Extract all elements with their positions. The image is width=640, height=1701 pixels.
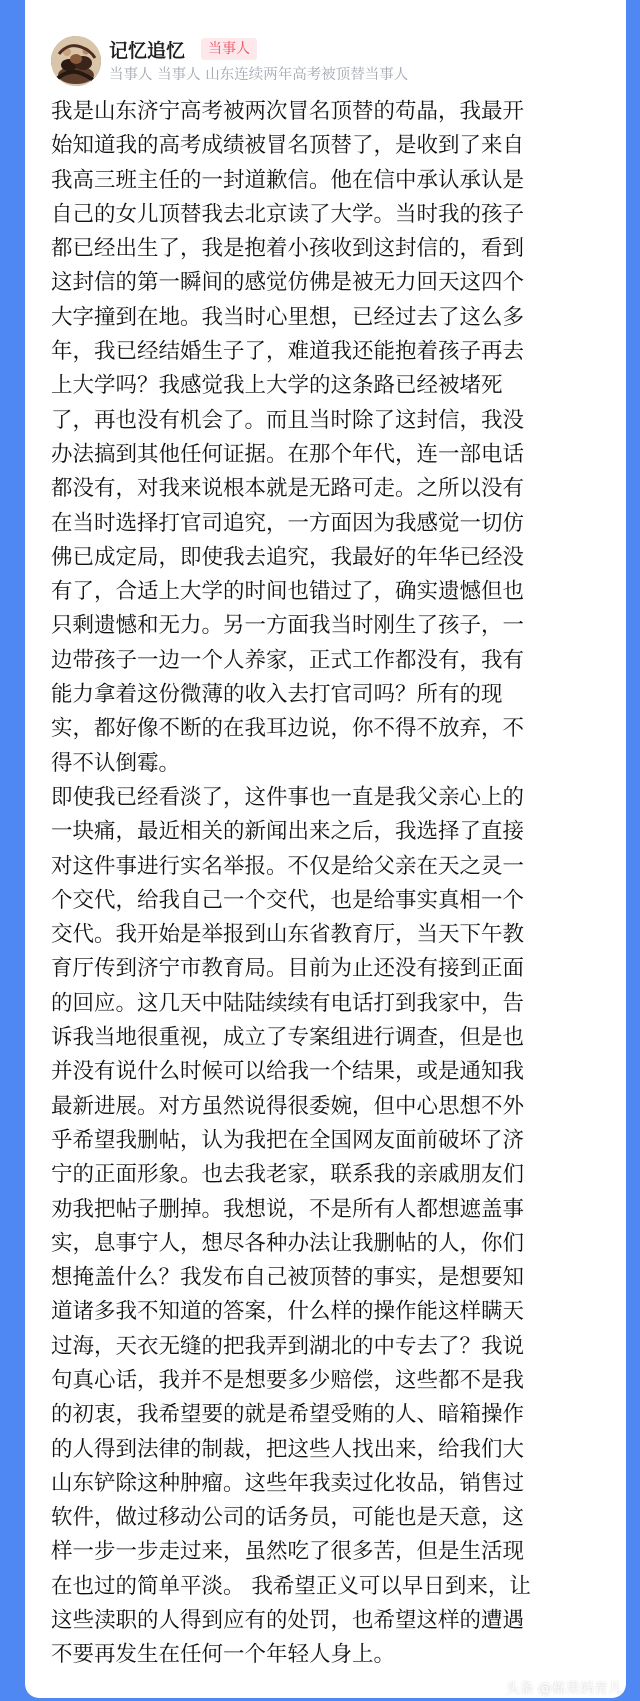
text-line: 实，息事宁人，想尽各种办法让我删帖的人，你们 (51, 1230, 525, 1256)
text-line: 诉我当地很重视，成立了专案组进行调查，但是也 (51, 1025, 525, 1051)
text-line: 即使我已经看淡了，这件事也一直是我父亲心上的 (51, 784, 525, 810)
text-line: 对这件事进行实名举报。不仅是给父亲在天之灵一 (51, 853, 525, 879)
text-line: 这些渎职的人得到应有的处罚，也希望这样的遭遇 (51, 1608, 525, 1634)
text-line: 的回应。这几天中陆陆续续有电话打到我家中，告 (51, 990, 525, 1016)
status-badge: 当事人 (201, 38, 257, 60)
text-line: 想掩盖什么？我发布自己被顶替的事实，是想要知 (51, 1265, 525, 1291)
text-line: 的人得到法律的制裁，把这些人找出来，给我们大 (51, 1436, 525, 1462)
paragraph-1 (51, 95, 609, 781)
text-line: 道诸多我不知道的答案，什么样的操作能这样瞒天 (51, 1299, 525, 1325)
text-line: 有了，合适上大学的时间也错过了，确实遗憾但也 (51, 579, 525, 605)
text-line: 了，再也没有机会了。而且当时除了这封信，我没 (51, 407, 525, 433)
text-line: 大字撞到在地。我当时心里想，已经过去了这么多 (51, 304, 525, 330)
text-line: 自己的女儿顶替我去北京读了大学。当时我的孩子 (51, 201, 525, 227)
text-line: 乎希望我删帖，认为我把在全国网友面前破坏了济 (51, 1127, 525, 1153)
user-subtitle: 当事人 当事人 山东连续两年高考被顶替当事人 (109, 67, 409, 83)
text-line: 最新进展。对方虽然说得很委婉，但中心思想不外 (51, 1093, 525, 1119)
text-line: 在当时选择打官司追究，一方面因为我感觉一切仿 (51, 510, 525, 536)
text-line: 劝我把帖子删掉。我想说，不是所有人都想遮盖事 (51, 1196, 525, 1222)
text-line: 能力拿着这份微薄的收入去打官司吗？所有的现 (51, 682, 503, 708)
text-line: 过海，天衣无缝的把我弄到湖北的中专去了？我说 (51, 1333, 525, 1359)
text-line: 办法搞到其他任何证据。在那个年代，连一部电话 (51, 441, 525, 467)
text-line: 只剩遗憾和无力。另一方面我当时刚生了孩子，一 (51, 613, 525, 639)
text-line: 一块痛，最近相关的新闻出来之后，我选择了直接 (51, 819, 525, 845)
text-line: 软件，做过移动公司的话务员，可能也是天意，这 (51, 1505, 525, 1531)
text-line: 佛已成定局，即使我去追究，我最好的年华已经没 (51, 544, 525, 570)
text-line: 山东铲除这种肿瘤。这些年我卖过化妆品，销售过 (51, 1470, 525, 1496)
text-line: 句真心话，我并不是想要多少赔偿，这些都不是我 (51, 1367, 525, 1393)
text-line: 个交代，给我自己一个交代，也是给事实真相一个 (51, 887, 525, 913)
user-name[interactable]: 记忆追忆 (109, 40, 186, 62)
text-line: 我高三班主任的一封道歉信。他在信中承认承认是 (51, 167, 525, 193)
text-line: 育厅传到济宁市教育局。目前为止还没有接到正面 (51, 956, 525, 982)
text-line: 在也过的简单平淡。 我希望正义可以早日到来，让 (51, 1573, 531, 1599)
text-line: 宁的正面形象。也去我老家，联系我的亲戚朋友们 (51, 1162, 525, 1188)
text-line: 上大学吗？我感觉我上大学的这条路已经被堵死 (51, 373, 503, 399)
text-line: 得不认倒霉。 (51, 750, 181, 776)
post-card (25, 0, 626, 1698)
text-line: 实，都好像不断的在我耳边说，你不得不放弃，不 (51, 716, 525, 742)
text-line: 交代。我开始是举报到山东省教育厅，当天下午教 (51, 922, 525, 948)
text-line: 我是山东济宁高考被两次冒名顶替的苟晶，我最开 (51, 99, 525, 124)
post-content (51, 95, 609, 1673)
text-line: 不要再发生在任何一个年轻人身上。 (51, 1642, 396, 1668)
text-line: 样一步一步走过来，虽然吃了很多苦，但是生活现 (51, 1539, 525, 1565)
text-line: 的初衷，我希望要的就是希望受贿的人、暗箱操作 (51, 1402, 525, 1428)
text-line: 边带孩子一边一个人养家，正式工作都没有，我有 (51, 647, 525, 673)
paragraph-2 (51, 781, 609, 1673)
post-header (51, 36, 611, 92)
source-watermark: 头条 @栋果妈育儿 (505, 1681, 622, 1697)
text-line: 年，我已经结婚生子了，难道我还能抱着孩子再去 (51, 339, 525, 365)
text-line: 都没有，对我来说根本就是无路可走。之所以没有 (51, 476, 525, 502)
text-line: 这封信的第一瞬间的感觉仿佛是被无力回天这四个 (51, 270, 525, 296)
text-line: 都已经出生了，我是抱着小孩收到这封信的，看到 (51, 236, 525, 262)
text-line: 并没有说什么时候可以给我一个结果，或是通知我 (51, 1059, 525, 1085)
text-line: 始知道我的高考成绩被冒名顶替了，是收到了来自 (51, 133, 525, 159)
avatar-image-icon (51, 36, 101, 86)
user-avatar[interactable] (51, 36, 101, 86)
